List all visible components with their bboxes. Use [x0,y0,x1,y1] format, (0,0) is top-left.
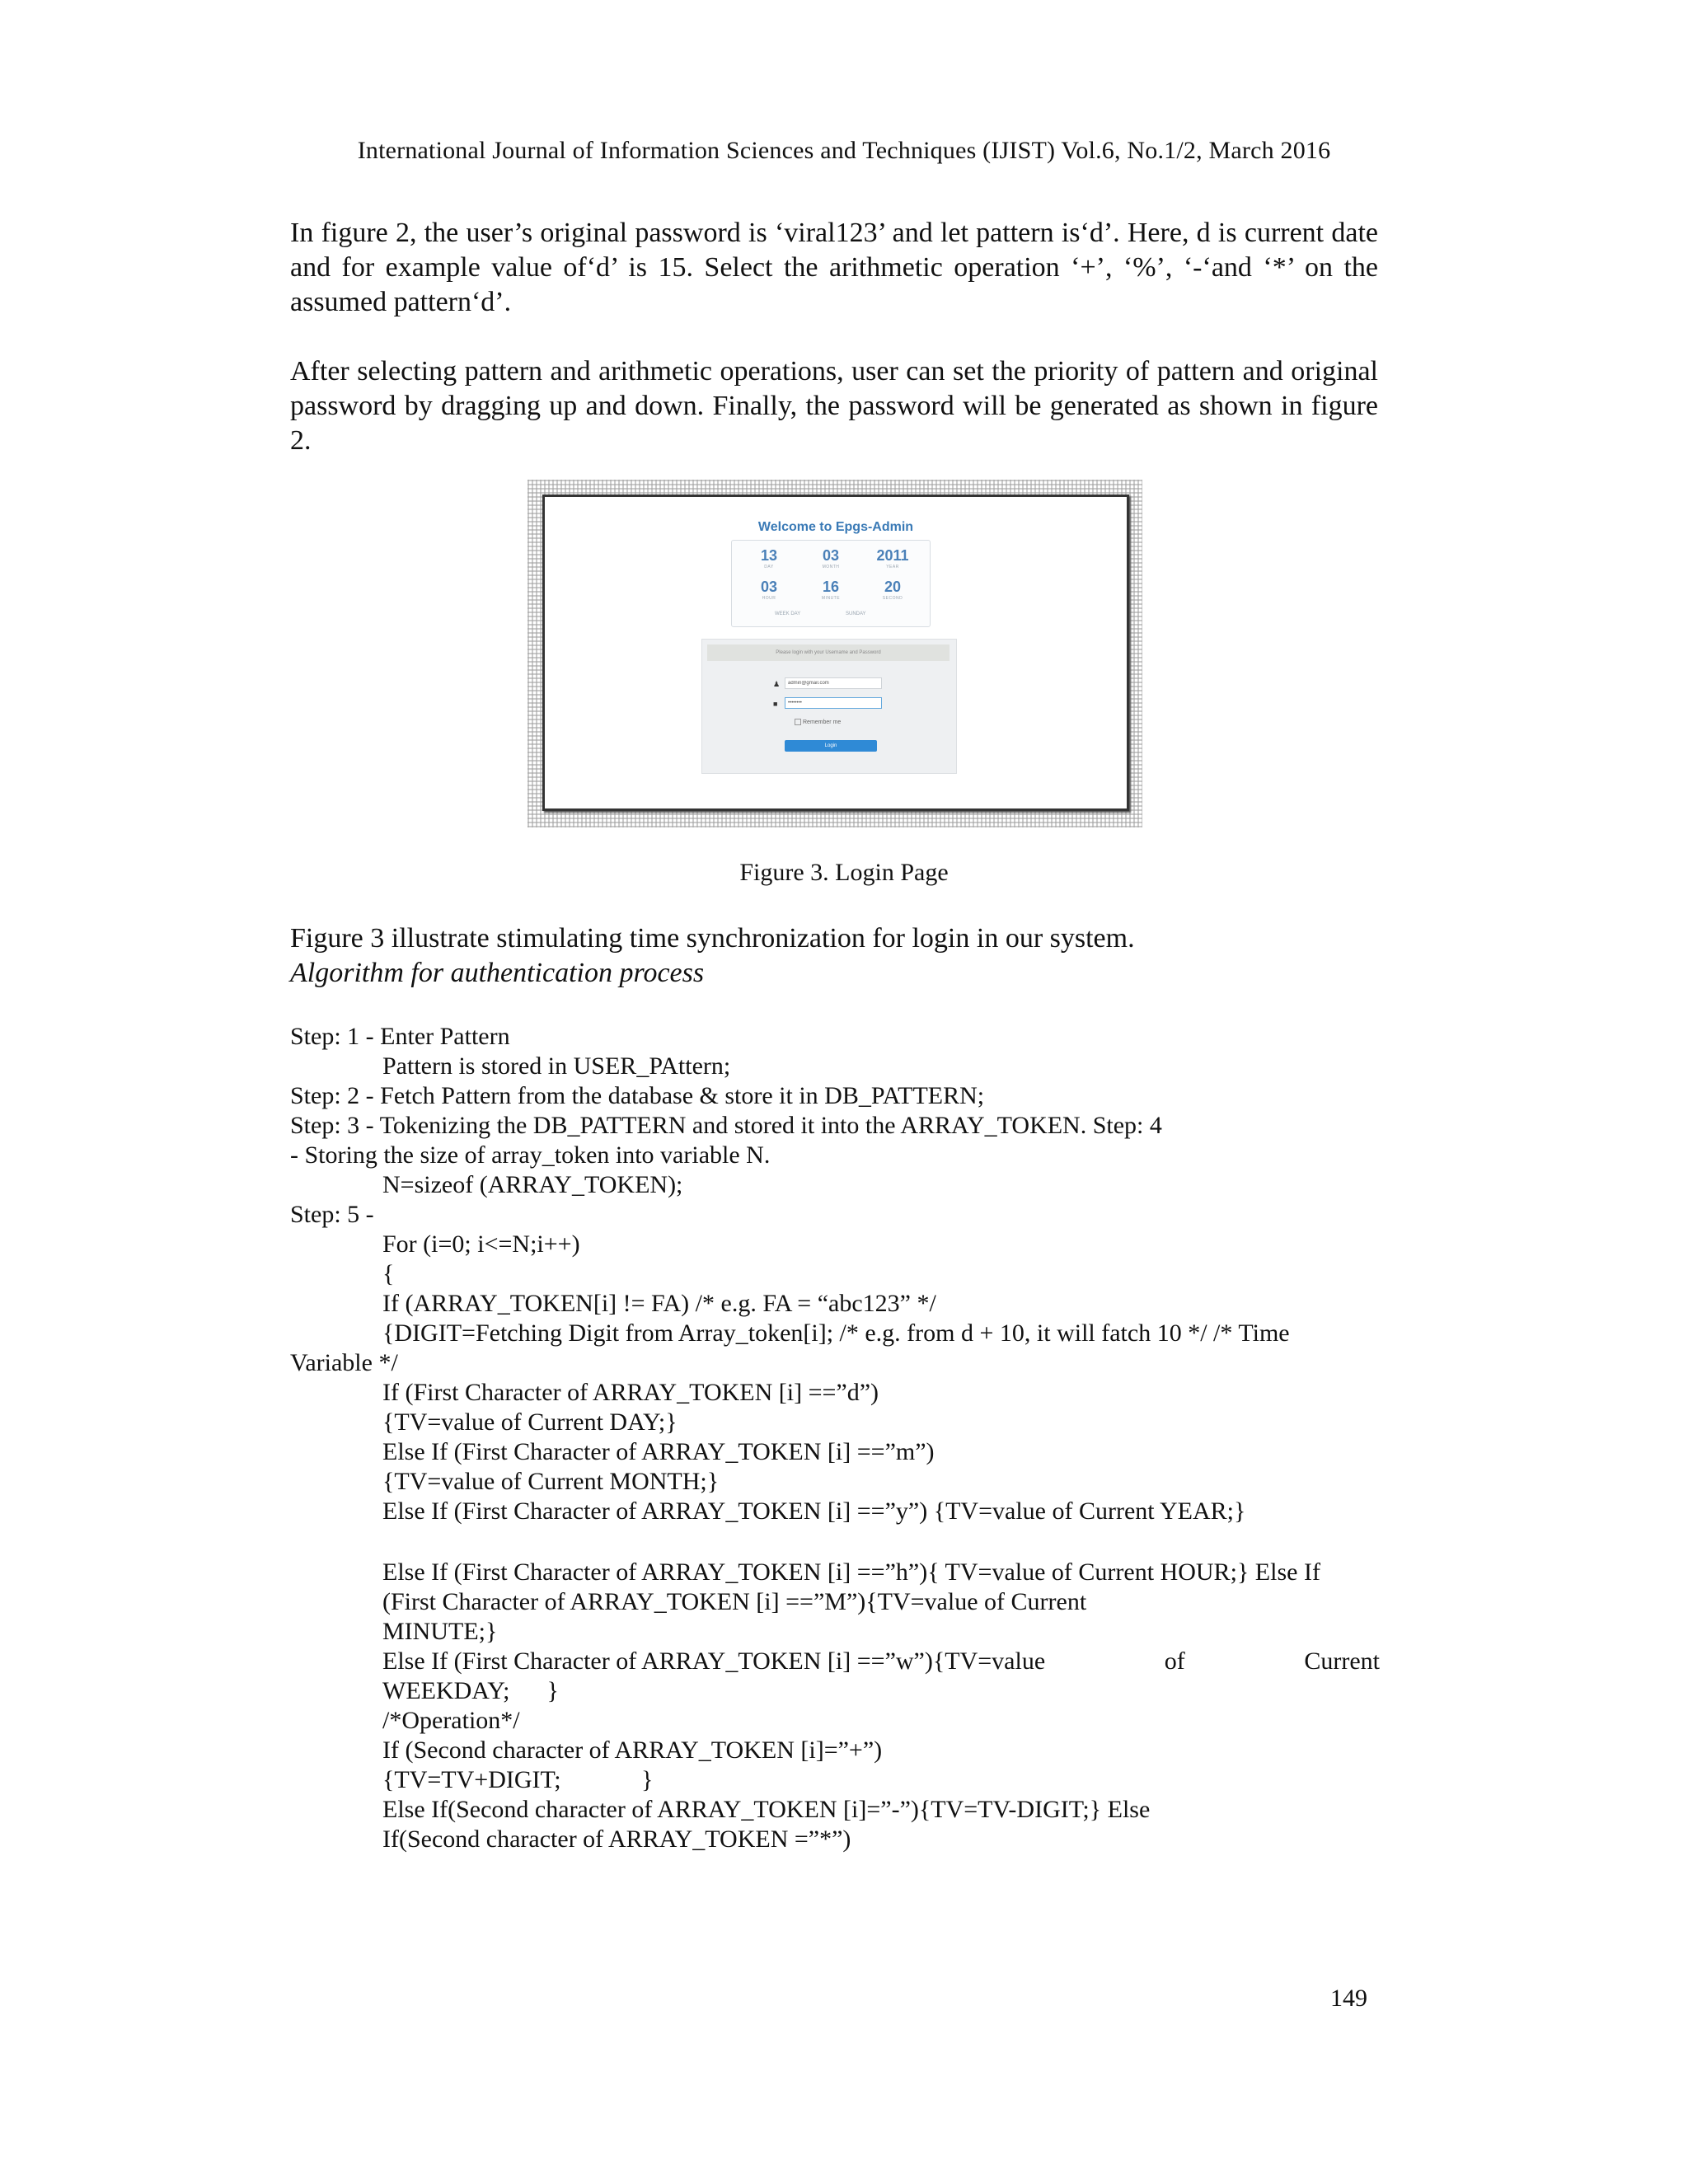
login-button[interactable]: Login [785,740,877,752]
algo-spacer [290,1526,1378,1558]
clock-minute-value: 16 [822,579,840,595]
login-form [701,639,957,774]
algo-line: Else If (First Character of ARRAY_TOKEN [i] ==”y”) {TV=value of Current YEAR;} [382,1497,1246,1525]
paragraph-priority-description: After selecting pattern and arithmetic operations, user can set the priority of pattern and original password by dragging up and down. Finally, the password will be generated as shown in figure 2. [290,356,1378,456]
algo-line: If(Second character of ARRAY_TOKEN =”*”) [382,1825,851,1853]
algo-line: Step: 5 - [290,1201,374,1228]
algo-line: (First Character of ARRAY_TOKEN [i] ==”M”){TV=value of Current [382,1588,1087,1615]
figure-login-screenshot [528,480,1142,827]
algo-segment: Else If (First Character of ARRAY_TOKEN [i] ==”w”){TV=value [382,1647,1046,1675]
algo-line: Step: 2 - Fetch Pattern from the database & store it in DB_PATTERN; [290,1082,985,1109]
welcome-title: Welcome to Epgs-Admin [757,520,914,534]
login-prompt: Please login with your Username and Password [707,644,950,661]
clock-day-value: 13 [760,547,778,564]
clock-hour [740,579,798,602]
algo-line: /*Operation*/ [382,1707,520,1734]
algo-line: {TV=TV+DIGIT; } [382,1766,654,1793]
running-header: International Journal of Information Sciences and Techniques (IJIST) Vol.6, No.1/2, March 2016 [357,137,1331,164]
algo-line: Else If(Second character of ARRAY_TOKEN [i]=”-”){TV=TV-DIGIT;} Else [382,1796,1151,1823]
clock-month [802,547,860,570]
clock-weekday-value: SUNDAY [846,612,866,616]
algo-segment: of [1164,1647,1185,1675]
clock-hour-label: HOUR [762,596,776,601]
clock-month-value: 03 [822,547,840,564]
remember-label: Remember me [803,719,842,725]
remember-me[interactable] [795,719,841,725]
algo-line: {DIGIT=Fetching Digit from Array_token[i]; /* e.g. from d + 10, it will fatch 10 */ /* Time [382,1319,1290,1347]
algo-line: {TV=value of Current MONTH;} [382,1468,720,1495]
time-sync-clock [731,540,931,627]
lock-icon: ■ [773,700,778,708]
algorithm-listing [290,1022,1378,1854]
paragraph-figure3-description: Figure 3 illustrate stimulating time synchronization for login in our system. [290,923,1135,954]
algo-segment: Current [1304,1647,1380,1675]
clock-minute-label: MINUTE [821,596,841,601]
algo-line: For (i=0; i<=N;i++) [382,1230,580,1258]
algo-line: Step: 1 - Enter Pattern [290,1023,510,1050]
clock-day-label: DAY [764,565,774,569]
algo-line: WEEKDAY; } [382,1677,559,1704]
login-page-screenshot [542,494,1129,811]
clock-hour-value: 03 [760,579,778,595]
figure-caption: Figure 3. Login Page [739,859,949,886]
algo-line: {TV=value of Current DAY;} [382,1408,678,1436]
algo-line: If (ARRAY_TOKEN[i] != FA) /* e.g. FA = “abc123” */ [382,1290,936,1317]
algorithm-heading: Algorithm for authentication process [290,958,705,988]
clock-day [740,547,798,570]
paragraph-figure2-description: In figure 2, the user’s original password is ‘viral123’ and let pattern is‘d’. Here, d is current date and for example value of‘d’ is 15. Select the arithmetic operation ‘+’, ‘%’, ‘-‘and ‘*’ on the assumed pattern‘d’. [290,218,1378,317]
clock-second-value: 20 [884,579,902,595]
password-input[interactable] [785,697,882,709]
clock-month-label: MONTH [822,565,840,569]
remember-checkbox[interactable] [795,719,801,725]
clock-year-label: YEAR [886,565,899,569]
algo-line: Variable */ [290,1349,398,1376]
clock-year-value: 2011 [876,547,909,564]
username-row [773,677,897,691]
algo-line: Else If (First Character of ARRAY_TOKEN [i] ==”h”){ TV=value of Current HOUR;} Else If [382,1558,1320,1586]
algo-line: - Storing the size of array_token into variable N. [290,1141,771,1169]
algo-line: Pattern is stored in USER_PAttern; [382,1052,731,1080]
user-icon: ♟ [773,680,781,688]
password-row [773,697,897,710]
algo-line: N=sizeof (ARRAY_TOKEN); [382,1171,683,1198]
username-input[interactable] [785,677,882,689]
algo-line: MINUTE;} [382,1618,498,1645]
clock-minute [802,579,860,602]
algo-line: { [382,1260,395,1287]
clock-second-label: SECOND [882,596,903,601]
algo-line: Else If (First Character of ARRAY_TOKEN [i] ==”m”) [382,1438,935,1465]
algo-line-justified [290,1647,1380,1676]
algo-line: If (First Character of ARRAY_TOKEN [i] ==”d”) [382,1379,879,1406]
page-number: 149 [1330,1985,1367,2012]
algo-line: If (Second character of ARRAY_TOKEN [i]=”+”) [382,1736,883,1764]
clock-year [864,547,921,570]
clock-weekday-label: WEEK DAY [775,612,801,616]
clock-second [864,579,921,602]
algo-line: Step: 3 - Tokenizing the DB_PATTERN and stored it into the ARRAY_TOKEN. Step: 4 [290,1112,1162,1139]
